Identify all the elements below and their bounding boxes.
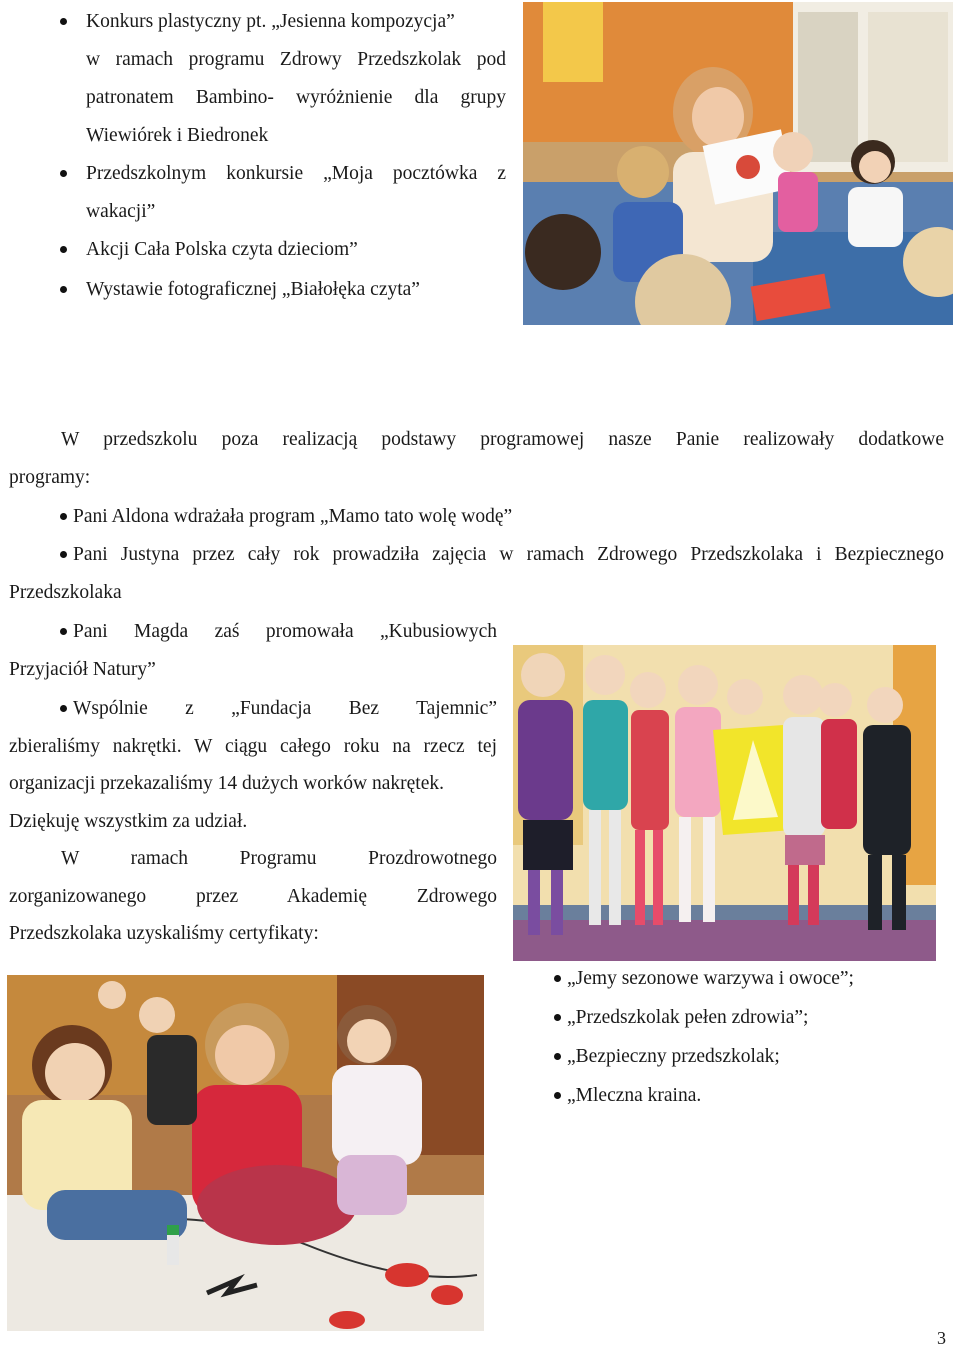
bullet-icon [60,513,67,520]
certificate-item: „Bezpieczny przedszkolak; [567,1046,780,1067]
thanks-text: Dziękuję wszystkim za udział. [9,811,248,832]
list-item-line: Przedszkolnym konkursie „Moja pocztówka z [86,163,506,184]
photo-children-drawing [7,975,484,1331]
bullet-icon [554,975,561,982]
photo-children-group-image [513,645,936,961]
photo-teacher-reading-image [523,2,953,325]
programs-intro-continued: programy: [9,467,91,488]
list-item-line: Akcji Cała Polska czyta dzieciom” [86,239,358,260]
bullet-icon [60,170,67,177]
certificate-item: „Jemy sezonowe warzywa i owoce”; [567,968,854,989]
akademia-text: zorganizowanego przez Akademię Zdrowego [9,886,497,907]
list-item-line: Konkurs plastyczny pt. „Jesienna kompozycja” [86,11,455,32]
list-item-line: patronatem Bambino- wyróżnienie dla grupy [86,87,506,108]
bullet-icon [554,1053,561,1060]
list-item-line: Wiewiórek i Biedronek [86,125,269,146]
certificate-item: „Mleczna kraina. [567,1085,702,1106]
bullet-icon [60,628,67,635]
program-fundacja: Wspólnie z „Fundacja Bez Tajemnic” [73,698,497,719]
list-item-line: w ramach programu Zdrowy Przedszkolak pod [86,49,506,70]
certificate-item: „Przedszkolak pełen zdrowia”; [567,1007,809,1028]
program-justyna-continued: Przedszkolaka [9,582,122,603]
list-item-line: Wystawie fotograficznej „Białołęka czyta” [86,279,420,300]
bullet-icon [60,18,67,25]
photo-teacher-reading [523,2,953,325]
bullet-icon [60,286,67,293]
programs-intro: W przedszkolu poza realizacją podstawy programowej nasze Panie realizowały dodatkowe [61,429,944,450]
bullet-icon [60,551,67,558]
akademia-text: W ramach Programu Prozdrowotnego [61,848,497,869]
photo-children-drawing-image [7,975,484,1331]
list-item-line: wakacji” [86,201,156,222]
program-magda: Pani Magda zaś promowała „Kubusiowych [73,621,497,642]
photo-children-group [513,645,936,961]
bullet-icon [60,246,67,253]
bullet-icon [554,1014,561,1021]
program-fundacja-continued: organizacji przekazaliśmy 14 dużych worków nakrętek. [9,773,444,794]
bullet-icon [554,1092,561,1099]
program-fundacja-continued: zbieraliśmy nakrętki. W ciągu całego roku na rzecz tej [9,736,497,757]
program-aldona: Pani Aldona wdrażała program „Mamo tato wolę wodę” [73,506,513,527]
program-magda-continued: Przyjaciół Natury” [9,659,156,680]
program-justyna: Pani Justyna przez cały rok prowadziła zajęcia w ramach Zdrowego Przedszkolaka i Bezpiecznego [73,544,944,565]
page-number: 3 [937,1328,946,1348]
bullet-icon [60,705,67,712]
akademia-text: Przedszkolaka uzyskaliśmy certyfikaty: [9,923,319,944]
